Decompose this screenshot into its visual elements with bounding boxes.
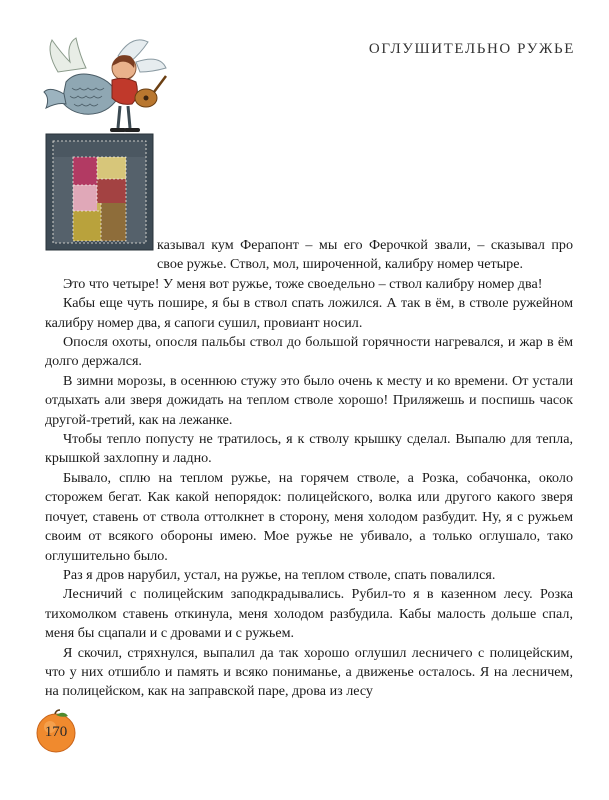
page-number: 170 [44, 724, 68, 740]
paragraph: Кабы еще чуть пошире, я бы в ствол спать ложился. А так в ём, в стволе ружейном калибру номер два, я сапоги сушил, провиант носил. [45, 295, 573, 331]
body-text [45, 236, 573, 702]
paragraph: Это что четыре! У меня вот ружье, тоже своедельно – ствол калибру номер два! [63, 275, 543, 292]
patchwork-letter-p-dropcap [45, 133, 154, 251]
mermaid-musician-illustration [36, 32, 172, 136]
paragraph: Лесничий с полицейским заподкрадывались. Рубил-то я в казенном лесу. Розка тихомолком ставень откинула, меня холодом разбудила. Кабы малость дольше спал, меня бы сцапали и с дровами и с ружьем. [45, 586, 573, 642]
paragraph: Опосля охоты, опосля пальбы ствол до большой горячности нагревался, и жар в ём долго держался. [45, 334, 573, 370]
paragraph: Раз я дров нарубил, устал, на ружье, на теплом стволе, спать повалился. [63, 566, 496, 583]
paragraph: Чтобы тепло попусту не тратилось, я к стволу крышку сделал. Выпалю для тепла, крышкой захлопну и ладно. [45, 431, 573, 467]
paragraph: В зимни морозы, в осеннюю стужу это было очень к месту и ко времени. От устали отдыхать али зверя дожидать на теплом стволе хорошо! Приляжешь и поспишь часок другой-третий, как на лежанке. [45, 372, 573, 428]
paragraph: казывал кум Ферапонт – мы его Ферочкой звали, – сказывал про свое ружье. Ствол, мол, широченной, калибру номер четыре. [157, 237, 573, 273]
paragraph: Я скочил, стряхнулся, выпалил да так хорошо оглушил лесничего с полицейским, что у них отшибло и память и всяко пониманье, а движенье осталось. Я на лесничем, на полицейском, как на заправской паре, дрова из лесу [45, 644, 573, 700]
running-title: ОГЛУШИТЕЛЬНО РУЖЬЕ [368, 41, 575, 57]
paragraph: Бывало, сплю на теплом ружье, на горячем стволе, а Розка, собачонка, около сторожем бегат. Как какой непорядок: полицейского, волка или другого какого зверя почует, ставень от ствола оттолкнет в сторону, меня холодом разбудит. Ну, я с ружьем своим от всякого обороны имею. Мое ружье не убивало, а только оглушало, тако оглушительно было. [45, 469, 573, 564]
